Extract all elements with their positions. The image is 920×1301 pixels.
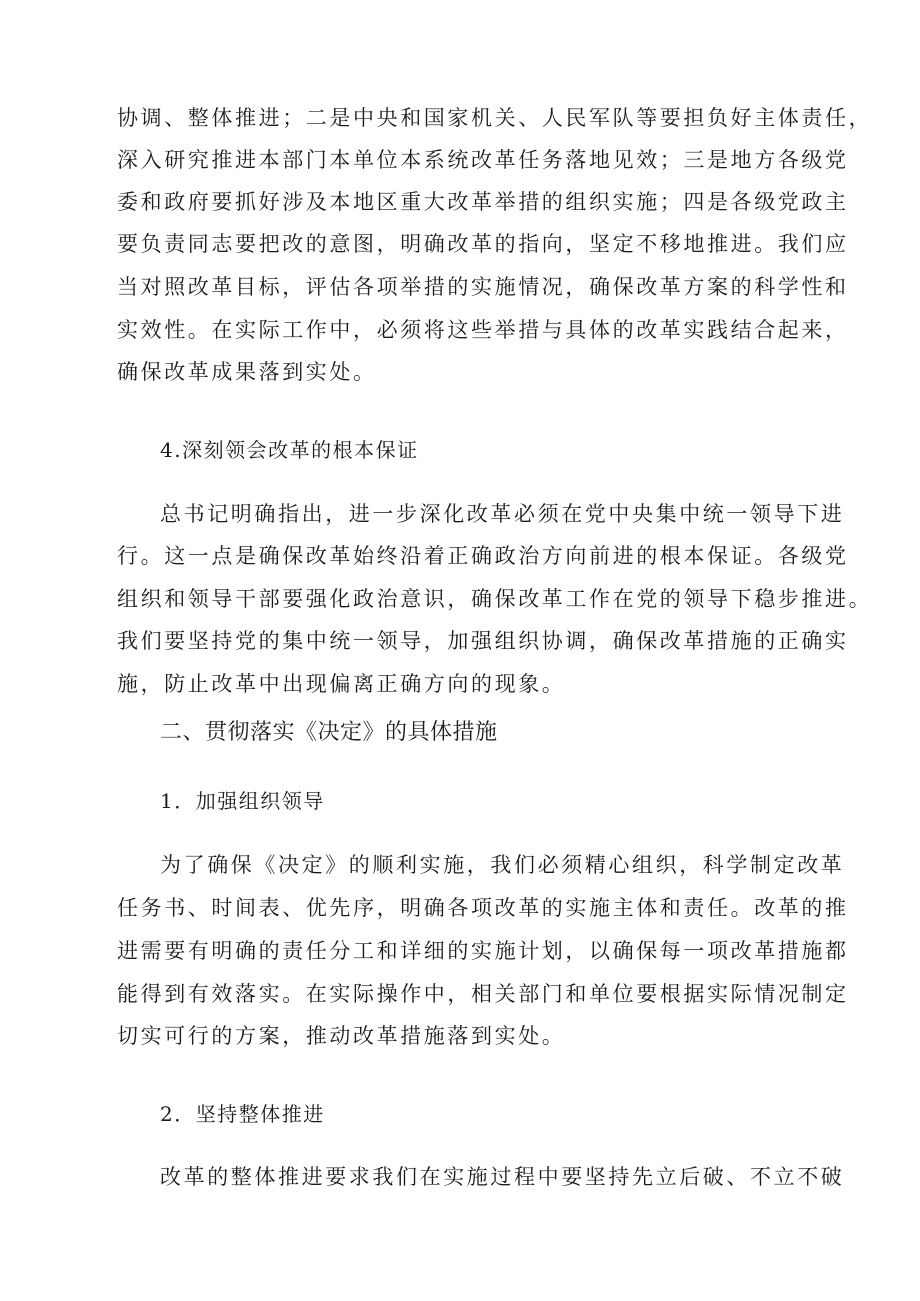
paragraph-line: 确保改革成果落到实处。 [117,360,377,384]
paragraph-line: 改革的整体推进要求我们在实施过程中要坚持先立后破、不立不破 [160,1165,845,1189]
paragraph-line: 组织和领导干部要强化政治意识，确保改革工作在党的领导下稳步推进。 [117,587,873,611]
paragraph-line: 实效性。在实际工作中，必须将这些举措与具体的改革实践结合起来， [117,318,849,342]
paragraph-line: 能得到有效落实。在实际操作中，相关部门和单位要根据实际情况制定 [117,982,849,1006]
paragraph-line: 总书记明确指出，进一步深化改革必须在党中央集中统一领导下进 [160,502,845,526]
paragraph-line: 任务书、时间表、优先序，明确各项改革的实施主体和责任。改革的推 [117,896,849,920]
paragraph-line: 进需要有明确的责任分工和详细的实施计划，以确保每一项改革措施都 [117,939,849,963]
paragraph-line: 协调、整体推进；二是中央和国家机关、人民军队等要担负好主体责任， [117,106,873,130]
paragraph-line: 为了确保《决定》的顺利实施，我们必须精心组织，科学制定改革 [160,853,845,877]
paragraph-line: 委和政府要抓好涉及本地区重大改革举措的组织实施；四是各级党政主 [117,190,849,214]
subsection-heading-2-1: 1．加强组织领导 [160,789,325,813]
section-heading-2: 二、贯彻落实《决定》的具体措施 [160,720,498,745]
paragraph-line: 深入研究推进本部门本单位本系统改革任务落地见效；三是地方各级党 [117,148,849,172]
paragraph-line: 施，防止改革中出现偏离正确方向的现象。 [117,672,566,696]
paragraph-line: 行。这一点是确保改革始终沿着正确政治方向前进的根本保证。各级党 [117,544,849,568]
paragraph-line: 切实可行的方案，推动改革措施落到实处。 [117,1024,566,1048]
paragraph-line: 要负责同志要把改的意图，明确改革的指向，坚定不移地推进。我们应 [117,232,849,256]
paragraph-line: 我们要坚持党的集中统一领导，加强组织协调，确保改革措施的正确实 [117,629,849,653]
subsection-heading-2-2: 2．坚持整体推进 [160,1102,325,1126]
subsection-heading-4: 4.深刻领会改革的根本保证 [160,438,419,462]
paragraph-line: 当对照改革目标，评估各项举措的实施情况，确保改革方案的科学性和 [117,275,849,299]
